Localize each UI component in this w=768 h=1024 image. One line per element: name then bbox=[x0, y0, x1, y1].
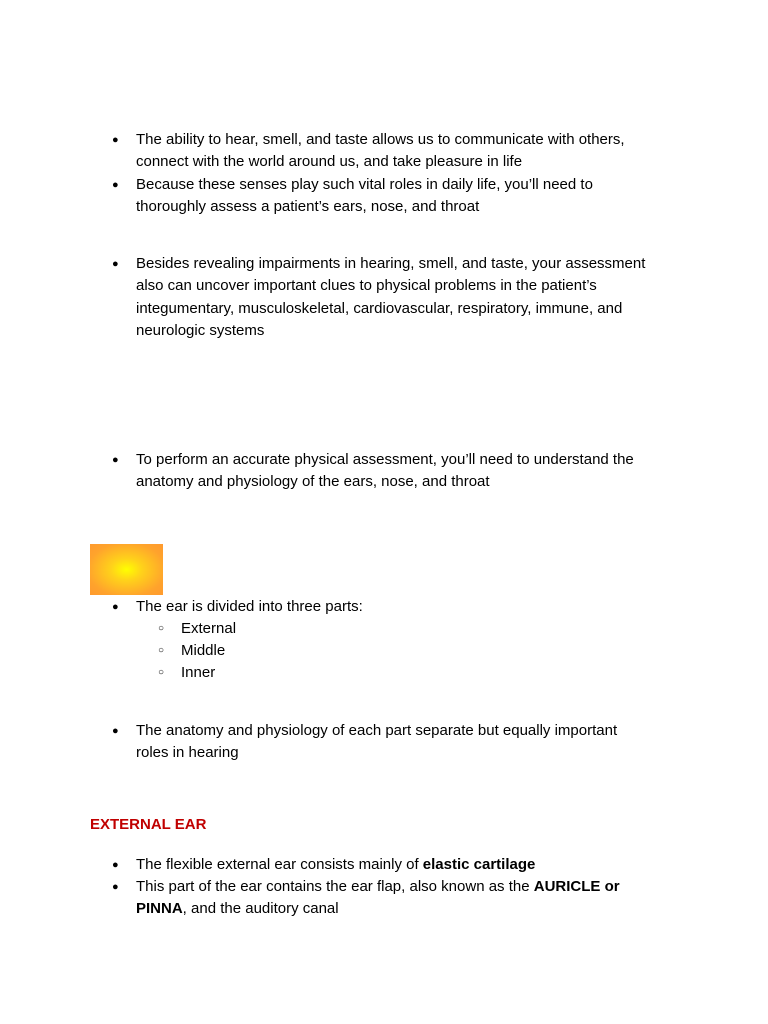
text-line bbox=[136, 854, 696, 876]
bullet-icon: ● bbox=[112, 601, 119, 613]
sub-item-inner bbox=[158, 662, 216, 684]
text-line: anatomy and physiology of the ears, nose, and throat bbox=[136, 473, 490, 491]
text-line: also can uncover important clues to physical problems in the patient’s bbox=[136, 277, 597, 295]
text-line: The anatomy and physiology of each part separate but equally important bbox=[136, 722, 618, 739]
text-segment: , and the auditory canal bbox=[182, 900, 339, 918]
bullet-item-physical-assessment bbox=[112, 449, 696, 494]
bullet-icon: ● bbox=[112, 859, 119, 871]
bullet-item-senses bbox=[112, 129, 696, 174]
bullet-item-auricle bbox=[112, 876, 696, 921]
bullet-item-assess bbox=[112, 174, 696, 219]
circle-bullet-icon: ○ bbox=[158, 667, 165, 678]
text-line: Besides revealing impairments in hearing, smell, and taste, your assessment bbox=[136, 255, 646, 272]
bullet-icon: ● bbox=[112, 179, 119, 191]
circle-bullet-icon: ○ bbox=[158, 623, 165, 634]
bullet-item-cartilage bbox=[112, 854, 696, 876]
bullet-icon: ● bbox=[112, 454, 119, 466]
decorative-gradient-shape bbox=[90, 544, 163, 595]
sub-item-external bbox=[158, 618, 237, 640]
bold-term: PINNA bbox=[136, 900, 183, 918]
text-line bbox=[136, 898, 696, 920]
bold-term: elastic cartilage bbox=[422, 856, 536, 873]
bullet-icon: ● bbox=[112, 134, 119, 146]
bullet-item-impairments bbox=[112, 253, 696, 342]
sub-item-middle bbox=[158, 640, 226, 662]
text-line: connect with the world around us, and take pleasure in life bbox=[136, 153, 523, 171]
text-line: Because these senses play such vital roles in daily life, you’ll need to bbox=[136, 176, 593, 193]
text-segment: This part of the ear contains the ear flap, also known as the bbox=[136, 878, 534, 895]
bullet-icon: ● bbox=[112, 725, 119, 737]
bullet-item-anatomy bbox=[112, 720, 696, 765]
bullet-icon: ● bbox=[112, 258, 119, 270]
text-line: The ability to hear, smell, and taste allows us to communicate with others, bbox=[136, 131, 625, 148]
text-line: roles in hearing bbox=[136, 744, 239, 762]
bold-term: AURICLE or bbox=[533, 878, 620, 895]
text-line: neurologic systems bbox=[136, 321, 265, 339]
circle-bullet-icon: ○ bbox=[158, 645, 165, 656]
section-heading-external-ear: EXTERNAL EAR bbox=[90, 816, 207, 833]
text-line bbox=[136, 876, 696, 898]
text-segment: The flexible external ear consists mainly of bbox=[136, 856, 423, 873]
bullet-item-ear-parts bbox=[112, 596, 696, 618]
text-line: To perform an accurate physical assessment, you’ll need to understand the bbox=[136, 451, 634, 468]
text-line: thoroughly assess a patient’s ears, nose, and throat bbox=[136, 198, 480, 216]
sub-item-label: Inner bbox=[181, 664, 216, 681]
bullet-icon: ● bbox=[112, 881, 119, 893]
text-line: integumentary, musculoskeletal, cardiovascular, respiratory, immune, and bbox=[136, 299, 623, 317]
sub-item-label: Middle bbox=[181, 642, 226, 659]
text-line: The ear is divided into three parts: bbox=[136, 598, 363, 615]
sub-item-label: External bbox=[181, 620, 237, 637]
